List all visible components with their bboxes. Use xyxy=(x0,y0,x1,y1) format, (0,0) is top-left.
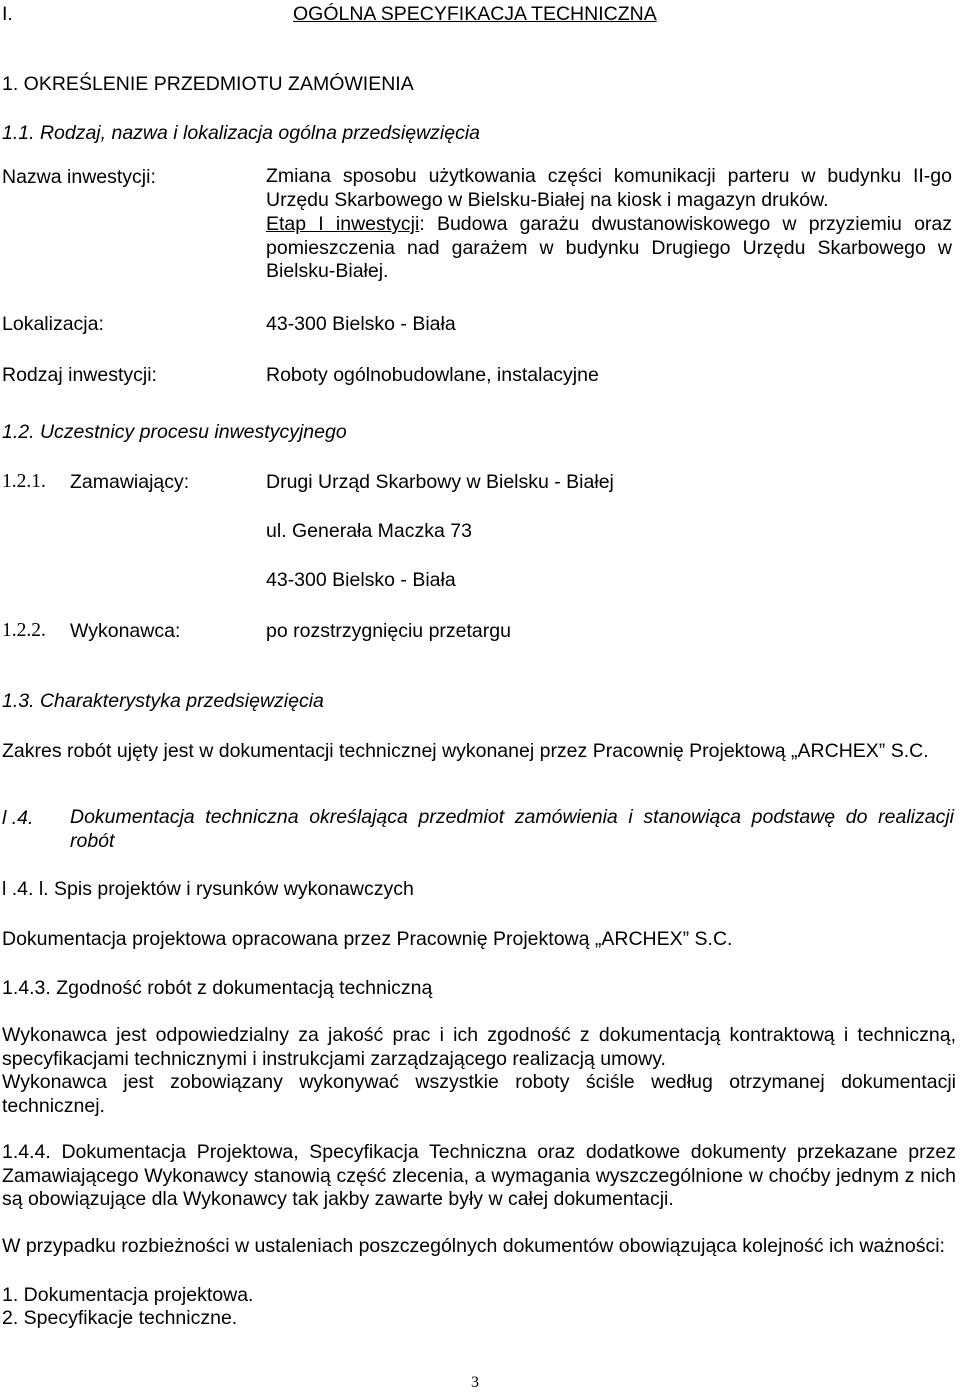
documentation-heading: Dokumentacja techniczna określająca przedmiot zamówienia i stanowiąca podstawę do realizacji robót xyxy=(70,806,954,852)
ordering-party-label: Zamawiający: xyxy=(70,471,190,493)
characteristics-text: Zakres robót ujęty jest w dokumentacji technicznej wykonanej przez Pracownię Projektową „ARCHEX” S.C. xyxy=(2,740,929,762)
participants-heading: 1.2. Uczestnicy procesu inwestycyjnego xyxy=(2,421,347,443)
investment-type-value: Roboty ogólnobudowlane, instalacyjne xyxy=(266,364,599,386)
investment-type-label: Rodzaj inwestycji: xyxy=(2,364,157,386)
project-list-text: Dokumentacja projektowa opracowana przez Pracownię Projektową „ARCHEX” S.C. xyxy=(2,928,733,950)
subsection-heading-1: 1. OKREŚLENIE PRZEDMIOTU ZAMÓWIENIA xyxy=(2,73,414,95)
investment-name-label: Nazwa inwestycji: xyxy=(2,166,156,188)
contractor-label: Wykonawca: xyxy=(70,620,181,642)
location-value: 43-300 Bielsko - Biała xyxy=(266,313,456,335)
characteristics-heading: 1.3. Charakterystyka przedsięwzięcia xyxy=(2,690,324,712)
ordering-party-number: 1.2.1. xyxy=(2,471,46,492)
ordering-party-name: Drugi Urząd Skarbowy w Bielsku - Białej xyxy=(266,471,614,493)
investment-stage-label: Etap I inwestycji xyxy=(266,213,420,235)
list-item: 2. Specyfikacje techniczne. xyxy=(2,1307,238,1329)
subsection-heading-1-1: 1.1. Rodzaj, nazwa i lokalizacja ogólna przedsięwzięcia xyxy=(2,122,481,144)
compliance-paragraph-2: Wykonawca jest zobowiązany wykonywać wszystkie roboty ściśle według otrzymanej dokumentacji technicznej. xyxy=(2,1071,956,1117)
documentation-number: l .4. xyxy=(2,807,34,829)
documentation-order-paragraph-1: 1.4.4. Dokumentacja Projektowa, Specyfikacja Techniczna oraz dodatkowe dokumenty przekazane przez Zamawiającego Wykonawcy stanowią część zlecenia, a wymagania wyszczególnione w choćby jednym z nich są obowiązujące dla Wykonawcy tak jakby zawarte były w całej dokumentacji. xyxy=(2,1141,956,1210)
ordering-party-street: ul. Generała Maczka 73 xyxy=(266,520,472,542)
compliance-heading: 1.4.3. Zgodność robót z dokumentacją techniczną xyxy=(2,977,433,999)
investment-stage-paragraph xyxy=(266,213,952,284)
project-list-heading: l .4. l. Spis projektów i rysunków wykonawczych xyxy=(2,878,414,900)
documentation-order-paragraph-2: W przypadku rozbieżności w ustaleniach poszczególnych dokumentów obowiązująca kolejność ich ważności: xyxy=(2,1235,945,1257)
compliance-paragraph-1: Wykonawca jest odpowiedzialny za jakość prac i ich zgodność z dokumentacją kontraktową i techniczną, specyfikacjami technicznymi i instrukcjami zarządzającego realizacją umowy. xyxy=(2,1024,956,1070)
investment-name-value: Zmiana sposobu użytkowania części komunikacji parteru w budynku II-go Urzędu Skarbowego w Bielsku-Białej na kiosk i magazyn druków. xyxy=(266,165,952,211)
contractor-value: po rozstrzygnięciu przetargu xyxy=(266,620,511,642)
contractor-number: 1.2.2. xyxy=(2,620,46,641)
ordering-party-city: 43-300 Bielsko - Biała xyxy=(266,569,456,591)
page-number: 3 xyxy=(471,1374,479,1391)
investment-stage-text: : Budowa garażu dwustanowiskowego w przyziemiu oraz pomieszczenia nad garażem w budynku Drugiego Urzędu Skarbowego w Bielsku-Białej. xyxy=(266,213,952,282)
list-item: 1. Dokumentacja projektowa. xyxy=(2,1284,254,1306)
section-number: I. xyxy=(2,3,13,25)
section-title: OGÓLNA SPECYFIKACJA TECHNICZNA xyxy=(293,3,657,25)
location-label: Lokalizacja: xyxy=(2,313,104,335)
